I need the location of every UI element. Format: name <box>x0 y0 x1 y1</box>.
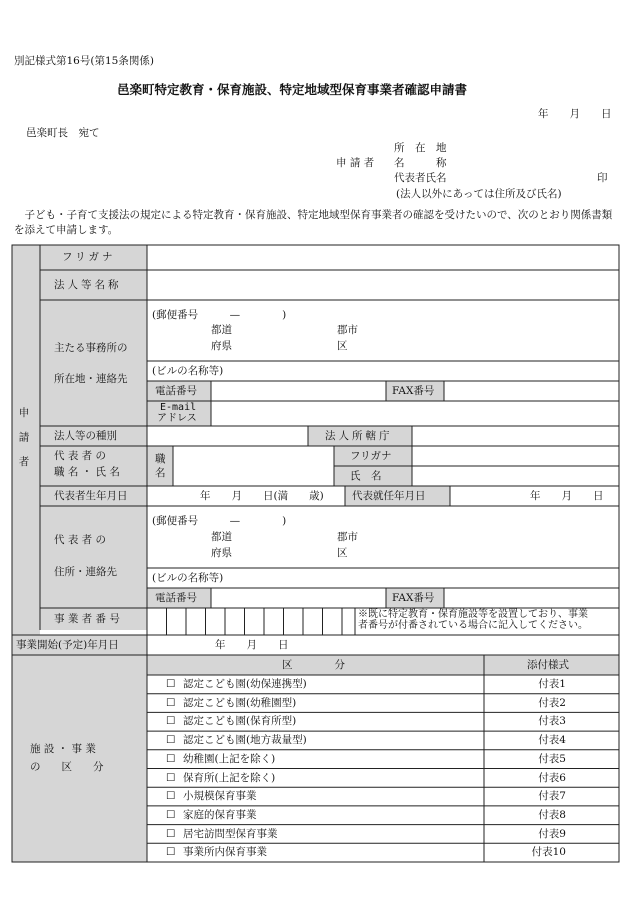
col-attach-header: 添付様式 <box>527 659 569 671</box>
seal-mark: 印 <box>597 172 608 184</box>
category-checkbox[interactable]: ☐ <box>166 678 176 690</box>
category-label: 認定こども園(地方裁量型) <box>183 734 307 747</box>
applicant-role: 申 請 者 <box>336 157 375 169</box>
building-field[interactable]: (ビルの名称等) <box>152 365 224 377</box>
rep-label-2: 職 名 ・ 氏 名 <box>54 466 120 478</box>
facility-label-2: の 区 分 <box>30 761 104 773</box>
rep-todo-label: 都道 <box>211 531 232 543</box>
shoku-label-2: 名 <box>155 467 166 479</box>
category-label: 居宅訪問型保育事業 <box>183 827 278 840</box>
rep-shimei-label: 氏 名 <box>350 470 382 482</box>
rep-appointed-value[interactable]: 年 月 日 <box>530 490 604 502</box>
applicant-side-label: 申請者 <box>17 407 30 481</box>
rep-gunshi-label: 郡市 <box>337 531 358 543</box>
email-label-2: アドレス <box>157 413 197 424</box>
rep-building-field[interactable]: (ビルの名称等) <box>152 572 224 584</box>
category-label: 小規模保育事業 <box>183 790 257 803</box>
category-attachment: 付表4 <box>538 734 566 747</box>
category-checkbox[interactable]: ☐ <box>166 734 176 747</box>
category-checkbox[interactable]: ☐ <box>166 715 176 728</box>
category-attachment: 付表9 <box>538 827 566 840</box>
category-label: 幼稚園(上記を除く) <box>183 752 276 765</box>
start-date-label: 事業開始(予定)年月日 <box>16 639 119 651</box>
biz-note-1: ※既に特定教育・保育施設等を設置しており、事業 <box>358 609 588 620</box>
fax-label: FAX番号 <box>392 385 435 397</box>
category-checkbox[interactable]: ☐ <box>166 790 176 803</box>
category-checkbox[interactable]: ☐ <box>166 846 176 859</box>
phone-label: 電話番号 <box>155 385 197 397</box>
intro-text: 子ども・子育て支援法の規定による特定教育・保育施設、特定地域型保育事業者の確認を受けたいので、次のとおり関係書類を添えて申請します。 <box>14 209 613 236</box>
category-attachment: 付表1 <box>538 678 566 690</box>
category-attachment: 付表6 <box>538 771 566 784</box>
rep-label-1: 代 表 者 の <box>54 450 107 462</box>
rep-fuken-label: 府県 <box>211 547 232 559</box>
category-checkbox[interactable]: ☐ <box>166 771 176 784</box>
category-checkbox[interactable]: ☐ <box>166 808 176 821</box>
rep-phone-label: 電話番号 <box>155 592 197 604</box>
category-checkbox[interactable]: ☐ <box>166 696 176 709</box>
col-kubun-header: 区 分 <box>282 659 345 671</box>
applicant-address-label: 所 在 地 <box>394 142 447 154</box>
rep-addr-label-2: 住所・連絡先 <box>54 566 117 578</box>
category-attachment: 付表2 <box>538 696 566 709</box>
form-title: 邑楽町特定教育・保育施設、特定地域型保育事業者確認申請書 <box>117 82 468 97</box>
fuken-label: 府県 <box>211 340 232 352</box>
email-label-1: E-mail <box>160 402 197 413</box>
rep-appointed-label: 代表就任年月日 <box>352 490 426 502</box>
ku-label: 区 <box>337 340 348 352</box>
shoku-label-1: 職 <box>155 453 166 465</box>
applicant-name-label: 名 称 <box>394 157 447 169</box>
rep-birth-label: 代表者生年月日 <box>54 490 128 502</box>
biz-number-label: 事 業 者 番 号 <box>54 613 120 625</box>
rep-fax-label: FAX番号 <box>392 592 435 604</box>
office-label-1: 主たる事務所の <box>54 342 128 354</box>
submission-date: 年 月 日 <box>538 108 612 120</box>
gunshi-label: 郡市 <box>337 324 358 336</box>
category-attachment: 付表7 <box>538 790 566 803</box>
corp-type-label: 法人等の種別 <box>54 430 117 442</box>
applicant-note: (法人以外にあっては住所及び氏名) <box>396 188 562 200</box>
todo-label: 都道 <box>211 324 232 336</box>
form-number: 別記様式第16号(第15条関係) <box>14 55 154 67</box>
facility-label-1: 施 設 ・ 事 業 <box>30 743 96 755</box>
category-attachment: 付表5 <box>538 752 566 765</box>
category-attachment: 付表8 <box>538 808 566 821</box>
category-attachment: 付表3 <box>538 715 566 728</box>
category-attachment: 付表10 <box>531 846 566 859</box>
biz-note-2: 者番号が付番されている場合に記入してください。 <box>358 620 588 631</box>
category-label: 保育所(上記を除く) <box>183 771 276 784</box>
office-label-2: 所在地・連絡先 <box>54 373 128 385</box>
category-checkbox[interactable]: ☐ <box>166 827 176 840</box>
furigana-label: フリガナ <box>62 251 116 263</box>
category-checkbox[interactable]: ☐ <box>166 752 176 765</box>
rep-postal-field[interactable]: (郵便番号 — ) <box>152 515 287 527</box>
applicant-rep-label: 代表者氏名 <box>394 172 447 184</box>
category-label: 認定こども園(幼保連携型) <box>183 678 307 690</box>
rep-addr-label-1: 代 表 者 の <box>54 534 107 546</box>
addressee: 邑楽町長 宛て <box>26 127 100 139</box>
category-label: 認定こども園(保育所型) <box>183 715 297 728</box>
postal-field[interactable]: (郵便番号 — ) <box>152 309 287 321</box>
rep-furigana-label: フリガナ <box>350 450 392 462</box>
corp-authority-label: 法人所轄庁 <box>325 430 393 442</box>
rep-birth-value[interactable]: 年 月 日(満 歳) <box>200 490 324 502</box>
category-label: 事業所内保育事業 <box>183 846 267 859</box>
category-label: 認定こども園(幼稚園型) <box>183 696 297 709</box>
category-label: 家庭的保育事業 <box>183 808 257 821</box>
start-date-value[interactable]: 年 月 日 <box>215 639 289 651</box>
rep-ku-label: 区 <box>337 547 348 559</box>
corp-name-label: 法人等名称 <box>54 279 122 291</box>
